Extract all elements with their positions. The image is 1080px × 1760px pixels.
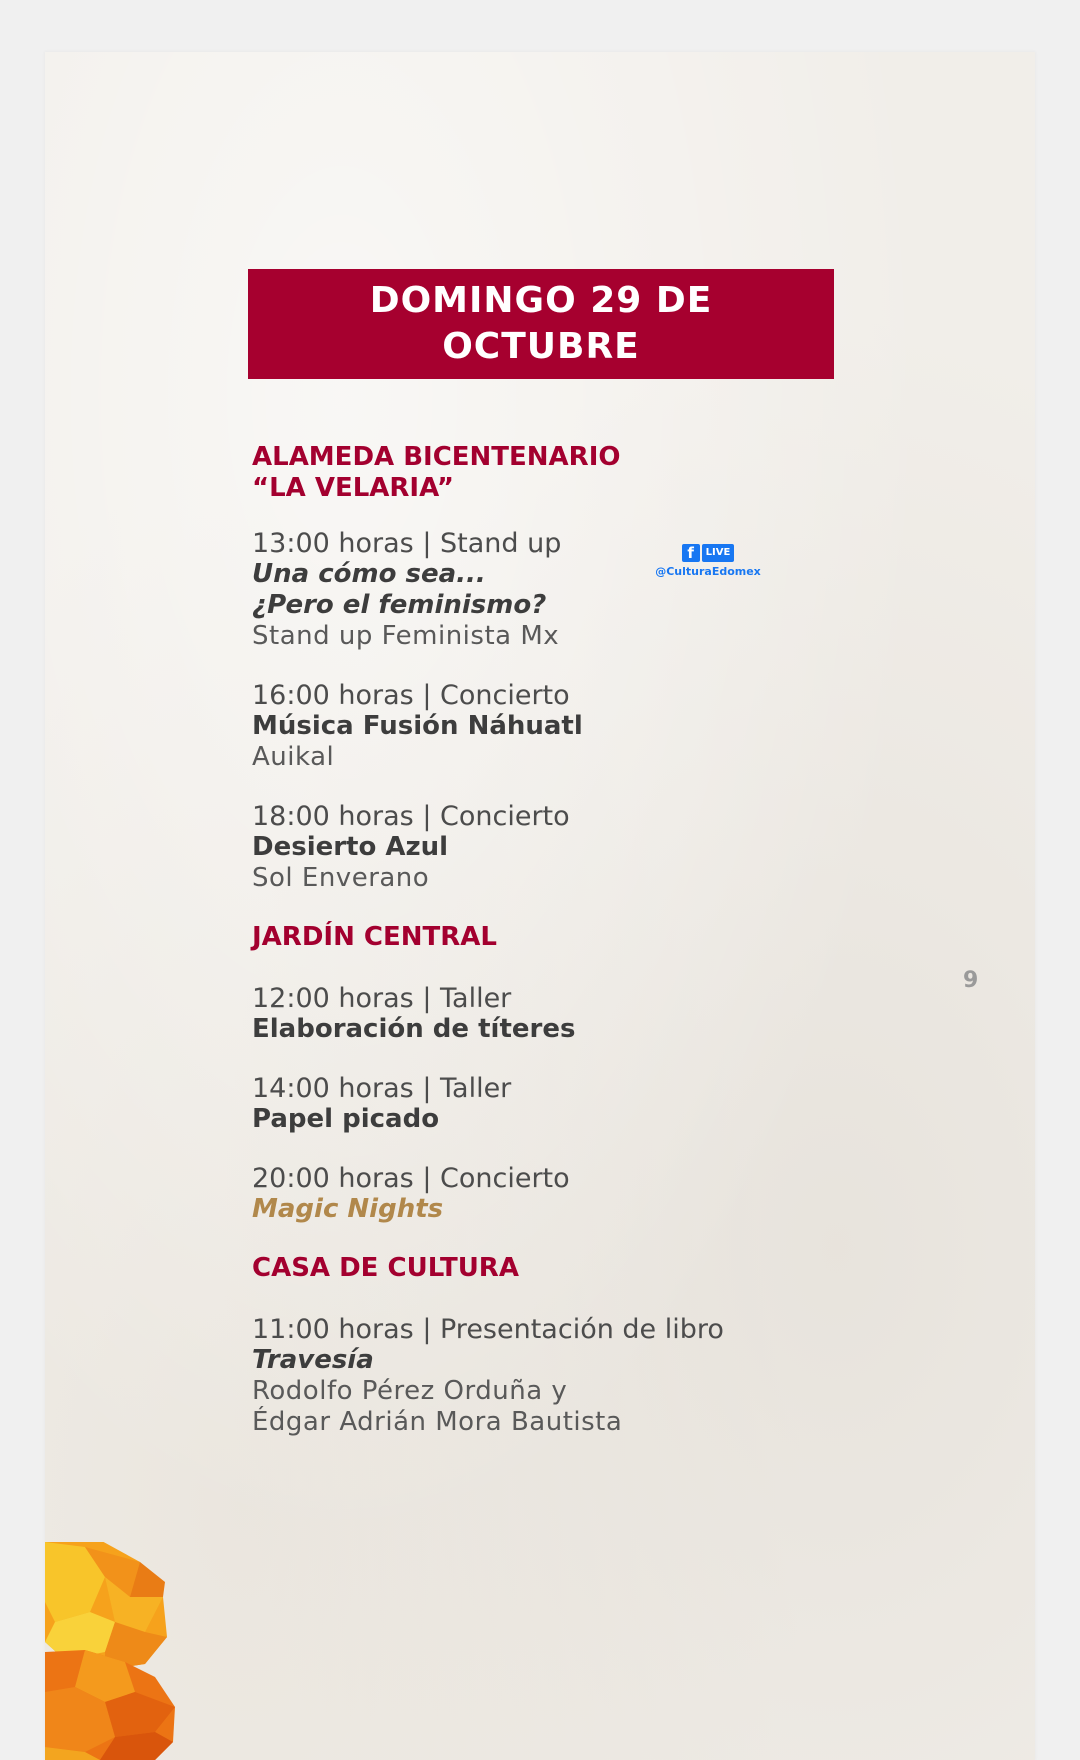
event-artist-line1: Rodolfo Pérez Orduña y (252, 1376, 568, 1406)
date-banner-line1: DOMINGO 29 DE (369, 280, 713, 321)
date-banner (248, 269, 834, 379)
schedule (252, 442, 852, 1438)
venue-title (252, 442, 852, 504)
event-title: Travesía (252, 1345, 374, 1375)
venue-title-line1: ALAMEDA BICENTENARIO (252, 442, 621, 472)
event-title: Magic Nights (252, 1194, 444, 1224)
event-time: 18:00 horas | Concierto (252, 801, 570, 832)
event-artist: Stand up Feminista Mx (252, 621, 560, 651)
event-time: 12:00 horas | Taller (252, 983, 512, 1014)
date-banner-line2: OCTUBRE (442, 326, 640, 367)
event-title: Desierto Azul (252, 832, 449, 862)
event (252, 983, 852, 1045)
event-title-line1: Una cómo sea... (252, 559, 486, 589)
event-time: 13:00 horas | Stand up (252, 528, 562, 559)
venue-section-alameda (252, 442, 852, 894)
event (252, 1073, 852, 1135)
event-title-line2: ¿Pero el feminismo? (252, 590, 547, 620)
event (252, 528, 852, 652)
event-title: Elaboración de títeres (252, 1014, 576, 1044)
program-page (45, 52, 1035, 1760)
event-artist-line2: Édgar Adrián Mora Bautista (252, 1407, 623, 1437)
venue-title: CASA DE CULTURA (252, 1253, 519, 1283)
event-artist: Sol Enverano (252, 863, 430, 893)
event-time: 14:00 horas | Taller (252, 1073, 512, 1104)
event (252, 680, 852, 773)
page-number: 9 (963, 968, 979, 993)
event-time: 16:00 horas | Concierto (252, 680, 570, 711)
facebook-icon: f (682, 544, 700, 562)
event (252, 1314, 852, 1438)
venue-section-jardin (252, 922, 852, 1225)
event-title: Música Fusión Náhuatl (252, 711, 583, 741)
venue-title-line2: “LA VELARIA” (252, 473, 454, 503)
event (252, 801, 852, 894)
live-label: LIVE (702, 544, 735, 562)
venue-section-casa-cultura (252, 1253, 852, 1438)
event-artist: Auikal (252, 742, 335, 772)
facebook-handle: @CulturaEdomex (655, 565, 761, 578)
event-time: 20:00 horas | Concierto (252, 1163, 570, 1194)
event-title: Papel picado (252, 1104, 440, 1134)
event (252, 1163, 852, 1225)
marigold-flower-decoration (45, 1542, 215, 1760)
venue-title: JARDÍN CENTRAL (252, 922, 497, 952)
event-time: 11:00 horas | Presentación de libro (252, 1314, 724, 1345)
